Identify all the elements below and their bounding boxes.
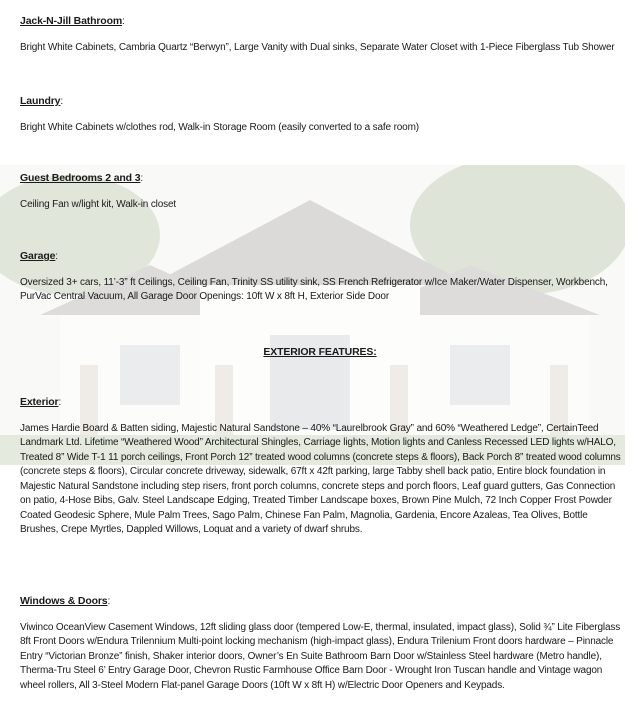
section-guest-bedrooms — [20, 171, 626, 212]
heading-colon: : — [60, 96, 64, 107]
section-heading: Garage — [20, 250, 56, 262]
heading-colon: : — [55, 251, 58, 262]
heading-colon: : — [58, 397, 62, 408]
section-heading: Guest Bedrooms 2 and 3 — [20, 172, 141, 184]
section-body: Viwinco OceanView Casement Windows, 12ft sliding glass door (tempered Low-E, thermal, insulated, impact glass), Solid ¾” Lite Fiberglass 8ft Front Doors w/Endura Trilennium Multi-point locking mechanism (high-impact glass), Endura Trilenium Front doors hardware – Pinnacle Entry “Victorian Bronze” finish, Shaker interior doors, Owner’s En Suite Bathroom Barn Door w/Stainless Steel hardware (Metro handle), Therma-Tru Steel 6’ Entry Garage Door, Chevron Rustic Farmhouse Office Barn Door - Wrought Iron Tuscan handle and Vintage wagon wheel rollers, All 3-Steel Modern Flat-panel Garage Doors (10ft W x 8ft H) w/Electric Door Openers and Keypads. — [20, 621, 621, 691]
heading-colon: : — [122, 16, 125, 27]
section-heading: Windows & Doors — [20, 595, 108, 607]
section-body: James Hardie Board & Batten siding, Majestic Natural Sandstone – 40% “Laurelbrook Gray” and 60% “Weathered Ledge”, CertainTeed Landmark Ltd. Lifetime “Weathered Wood” Architectural Shingles, Carriage lights, Motion lights and Canless Recessed LED lights w/HALO, Treated 8” Wide T-1 11 porch ceilings, Front Porch 12” treated wood columns (concrete steps & floors), Back Porch 8” treated wood columns (concrete steps & floors), Circular concrete driveway, sidewalk, 67ft x 42ft parking, large Tabby shell back patio, Entire block foundation in Majestic Natural Sandstone including step risers, front porch columns, concrete steps and porch floors, Leaf guard gutters, Gas Connection on patio, 4-Hose Bibs, Galv. Steel Landscape Edging, Treated Timber Landscape boxes, Brown Pine Mulch, 72 Inch Copper Frost Powder Coated Geodesic Sphere, Mule Palm Trees, Sago Palm, Chinese Fan Palm, Magnolia, Gardenia, Encore Azaleas, Tea Olives, Bottle Brushes, Crepe Myrtles, Dappled Willows, Loquat and a variety of dwarf shrubs. — [20, 422, 621, 535]
section-garage — [20, 249, 626, 305]
section-body: Ceiling Fan w/light kit, Walk-in closet — [20, 198, 177, 210]
exterior-features-heading: EXTERIOR FEATURES: — [263, 346, 377, 358]
section-exterior — [20, 395, 626, 538]
section-windows-doors — [20, 594, 626, 693]
section-heading: Exterior — [20, 396, 59, 408]
section-body: Oversized 3+ cars, 11’-3” ft Ceilings, Ceiling Fan, Trinity SS utility sink, SS French Refrigerator w/Ice Maker/Water Dispenser, Workbench, PurVac Central Vacuum, All Garage Door Openings: 10ft W x 8ft H, Exterior Side Door — [20, 276, 608, 302]
section-heading: Jack-N-Jill Bathroom — [20, 15, 123, 27]
heading-colon: : — [140, 173, 144, 184]
section-body: Bright White Cabinets w/clothes rod, Walk-in Storage Room (easily converted to a safe room) — [20, 121, 419, 133]
heading-colon: : — [107, 596, 111, 607]
section-body: Bright White Cabinets, Cambria Quartz “Berwyn”, Large Vanity with Dual sinks, Separate Water Closet with 1-Piece Fiberglass Tub Shower — [20, 41, 615, 53]
section-jack-n-jill-bathroom — [20, 14, 626, 55]
section-laundry — [20, 94, 626, 135]
section-heading: Laundry — [20, 95, 61, 107]
